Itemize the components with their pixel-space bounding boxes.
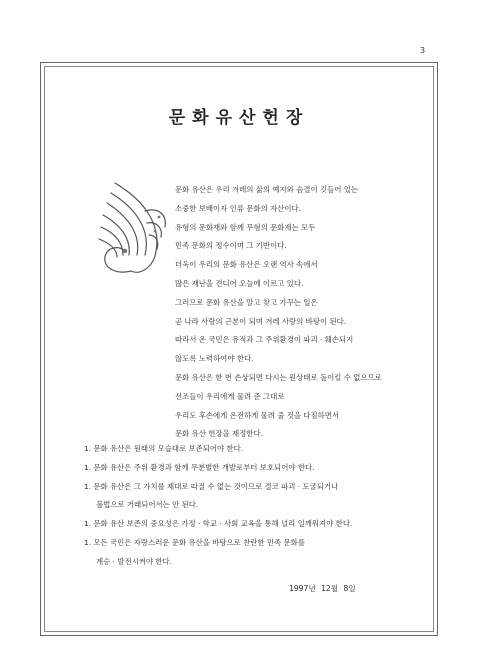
article-item: 1. 문화 유산은 그 가치를 제대로 따질 수 없는 것이므로 결코 파괴 · 도굴되거나 bbox=[84, 481, 339, 491]
preamble-line: 민족 문화의 정수이며 그 기반이다. bbox=[175, 241, 287, 251]
preamble-line: 소중한 보배이자 인류 문화의 자산이다. bbox=[175, 203, 301, 213]
article-item-continuation: 불법으로 거래되어서는 안 된다. bbox=[96, 500, 199, 510]
preamble-line: 곧 나라 사랑의 근본이 되며 겨레 사랑의 바탕이 된다. bbox=[175, 316, 347, 326]
article-item: 1. 문화 유산 보존의 중요성은 가정 · 학교 · 사회 교육을 통해 널리 일깨워져야 한다. bbox=[84, 519, 353, 529]
document-title: 문화유산헌장 bbox=[168, 108, 310, 128]
article-item: 1. 모든 국민은 자랑스러운 문화 유산을 바탕으로 찬란한 민족 문화를 bbox=[84, 537, 305, 547]
enactment-date: 1997년 12월 8일 bbox=[289, 584, 356, 593]
flame-ornament-icon bbox=[85, 171, 185, 283]
article-item-continuation: 계승 · 발전시켜야 한다. bbox=[96, 556, 173, 566]
preamble-line: 더욱이 우리의 문화 유산은 오랜 역사 속에서 bbox=[175, 260, 318, 270]
preamble-line: 그러므로 문화 유산을 알고 찾고 가꾸는 일은 bbox=[175, 297, 318, 307]
page-number: 3 bbox=[420, 46, 426, 55]
preamble-line: 문화 유산 헌장을 제정한다. bbox=[175, 429, 263, 439]
charter-preamble bbox=[175, 181, 415, 444]
charter-articles bbox=[84, 440, 404, 572]
double-border-frame bbox=[40, 62, 438, 636]
preamble-line: 않도록 노력하여야 한다. bbox=[175, 354, 254, 364]
preamble-line: 문화 유산은 우리 겨레의 삶의 예지와 슴결이 깃들어 있는 bbox=[175, 185, 359, 194]
preamble-line: 많은 재난을 견디어 오늘에 이르고 있다. bbox=[175, 278, 304, 288]
preamble-line: 문화 유산은 한 번 손상되면 다시는 원상태로 돌이킬 수 없으므로 bbox=[175, 372, 382, 382]
preamble-line: 유형의 문화재와 함께 무형의 문화재는 모두 bbox=[175, 222, 316, 232]
article-item: 1. 문화 유산은 원래의 모습대로 보존되어야 한다. bbox=[84, 444, 244, 453]
preamble-line: 우리도 후손에게 온전하게 물려 줄 것을 다짐하면서 bbox=[175, 410, 340, 420]
article-item: 1. 문화 유산은 주위 환경과 함께 무분별한 개발로부터 보호되어야 한다. bbox=[84, 462, 315, 472]
preamble-line: 따라서 온 국민은 유적과 그 주위환경이 파괴 · 훼손되지 bbox=[175, 335, 354, 345]
preamble-line: 선조들이 우리에게 물려 준 그대로 bbox=[175, 391, 285, 401]
